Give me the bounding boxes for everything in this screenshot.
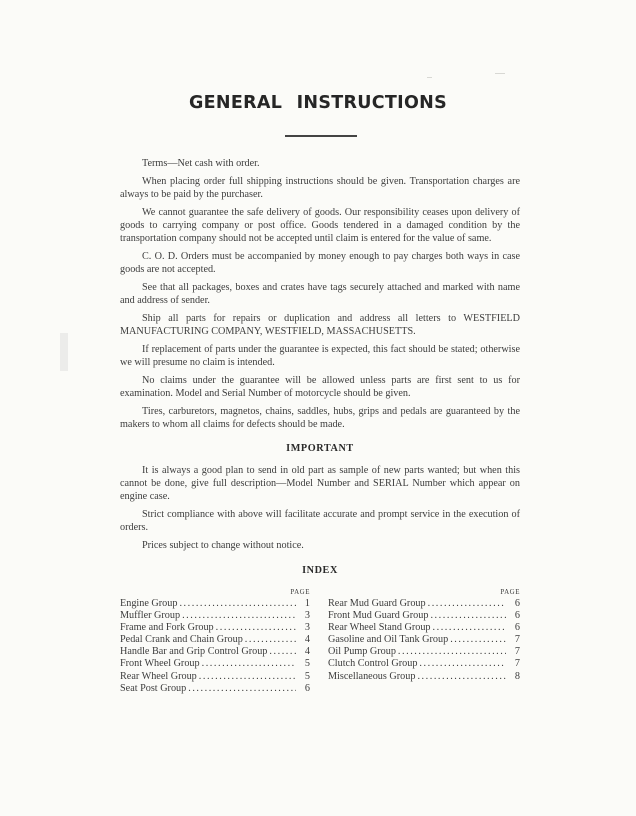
dot-leader <box>430 610 506 622</box>
index-entry-label: Oil Pump Group <box>328 646 396 658</box>
paper-mark <box>495 73 505 74</box>
index-entry <box>328 598 520 610</box>
paragraph-claims: No claims under the guarantee will be allowed unless parts are first sent to us for examination. Model and Serial Number of motorcycle should be given. <box>120 375 520 399</box>
dot-leader <box>179 598 296 610</box>
index-entry-page: 5 <box>304 658 310 670</box>
index-entry <box>120 671 310 683</box>
index-entry-label: Handle Bar and Grip Control Group <box>120 646 268 658</box>
index-entry <box>328 658 520 670</box>
dot-leader <box>450 634 506 646</box>
index-entry <box>120 658 310 670</box>
index-entry-page: 5 <box>304 670 310 682</box>
page-title: GENERAL INSTRUCTIONS <box>189 93 447 113</box>
index-column-left <box>120 586 310 695</box>
paper-blemish <box>60 333 68 371</box>
index-entry <box>120 634 310 646</box>
paragraph-shipping: When placing order full shipping instructions should be given. Transportation charges are always to be paid by the purchaser. <box>120 176 520 200</box>
paragraph-packages: See that all packages, boxes and crates have tags securely attached and marked with name and address of sender. <box>120 282 520 306</box>
index-entry-page: 4 <box>304 634 310 646</box>
important-heading: IMPORTANT <box>286 443 354 454</box>
index-entry-label: Front Wheel Group <box>120 658 200 670</box>
index-entry <box>328 622 520 634</box>
index-entry-label: Engine Group <box>120 598 178 609</box>
index-entry-label: Clutch Control Group <box>328 658 418 670</box>
important-paragraph-prices: Prices subject to change without notice. <box>142 540 304 551</box>
dot-leader <box>419 658 506 670</box>
important-paragraph-sample: It is always a good plan to send in old part as sample of new parts wanted; but when this cannot be done, give full description—Model Number and SERIAL Number which appear on engine case. <box>120 465 520 502</box>
index-entry-label: Pedal Crank and Chain Group <box>120 634 243 646</box>
index-entry-label: Front Mud Guard Group <box>328 610 429 622</box>
paragraph-terms: Terms—Net cash with order. <box>142 158 260 169</box>
paragraph-makers: Tires, carburetors, magnetos, chains, saddles, hubs, grips and pedals are guaranteed by the makers to whom all claims for defects should be made. <box>120 406 520 430</box>
index-heading: INDEX <box>302 565 338 576</box>
page-column-header: PAGE <box>290 588 310 596</box>
index-entry-page: 8 <box>514 670 520 682</box>
index-entry <box>120 598 310 610</box>
index-entry-page: 3 <box>304 622 310 634</box>
page-column-header: PAGE <box>500 588 520 596</box>
index-entry-page: 6 <box>514 598 520 609</box>
dot-leader <box>188 683 296 695</box>
index-entry <box>328 646 520 658</box>
index-entry-page: 6 <box>514 622 520 634</box>
dot-leader <box>216 622 296 634</box>
index-column-right <box>328 586 520 683</box>
index-entry-label: Gasoline and Oil Tank Group <box>328 634 449 646</box>
dot-leader <box>202 658 296 670</box>
index-entry-label: Seat Post Group <box>120 682 187 694</box>
index-entry-page: 6 <box>304 682 310 694</box>
important-paragraph-compliance: Strict compliance with above will facilitate accurate and prompt service in the execution of orders. <box>120 509 520 533</box>
dot-leader <box>417 671 506 683</box>
dot-leader <box>433 622 506 634</box>
index-entry-label: Rear Wheel Stand Group <box>328 622 431 634</box>
index-entry-label: Rear Mud Guard Group <box>328 598 426 609</box>
dot-leader <box>199 671 296 683</box>
index-entry-page: 3 <box>304 610 310 622</box>
index-entry-label: Muffler Group <box>120 610 181 622</box>
index-entry-label: Miscellaneous Group <box>328 670 416 682</box>
index-entry-page: 7 <box>514 634 520 646</box>
index-entry-page: 7 <box>514 646 520 658</box>
paper-mark <box>427 77 432 78</box>
index-entry <box>120 622 310 634</box>
index-entry-page: 1 <box>304 598 310 609</box>
index-entry-label: Rear Wheel Group <box>120 670 197 682</box>
index-entry-label: Frame and Fork Group <box>120 622 214 634</box>
index-entry-page: 7 <box>514 658 520 670</box>
instructions-body <box>120 157 520 583</box>
index-entry <box>120 610 310 622</box>
index-entry <box>328 671 520 683</box>
index-entry-page: 6 <box>514 610 520 622</box>
index-entry <box>120 683 310 695</box>
paragraph-delivery: We cannot guarantee the safe delivery of goods. Our responsibility ceases upon delivery of goods to carrying company or post office. Goods tendered in a damaged condition by the transportation company should not be accepted until claim is entered for the value of same. <box>120 207 520 244</box>
index-entry <box>328 634 520 646</box>
title-rule <box>285 135 357 137</box>
dot-leader <box>269 646 296 658</box>
dot-leader <box>398 646 506 658</box>
index-entry <box>328 610 520 622</box>
paragraph-cod: C. O. D. Orders must be accompanied by money enough to pay charges both ways in case goods are not accepted. <box>120 251 520 275</box>
dot-leader <box>245 634 296 646</box>
index-entry <box>120 646 310 658</box>
dot-leader <box>182 610 296 622</box>
paragraph-address: Ship all parts for repairs or duplication and address all letters to WESTFIELD MANUFACTURING COMPANY, WESTFIELD, MASSACHUSETTS. <box>120 313 520 337</box>
dot-leader <box>428 598 506 610</box>
paragraph-replacement: If replacement of parts under the guarantee is expected, this fact should be stated; otherwise we will presume no claim is intended. <box>120 344 520 368</box>
index-entry-page: 4 <box>304 646 310 658</box>
